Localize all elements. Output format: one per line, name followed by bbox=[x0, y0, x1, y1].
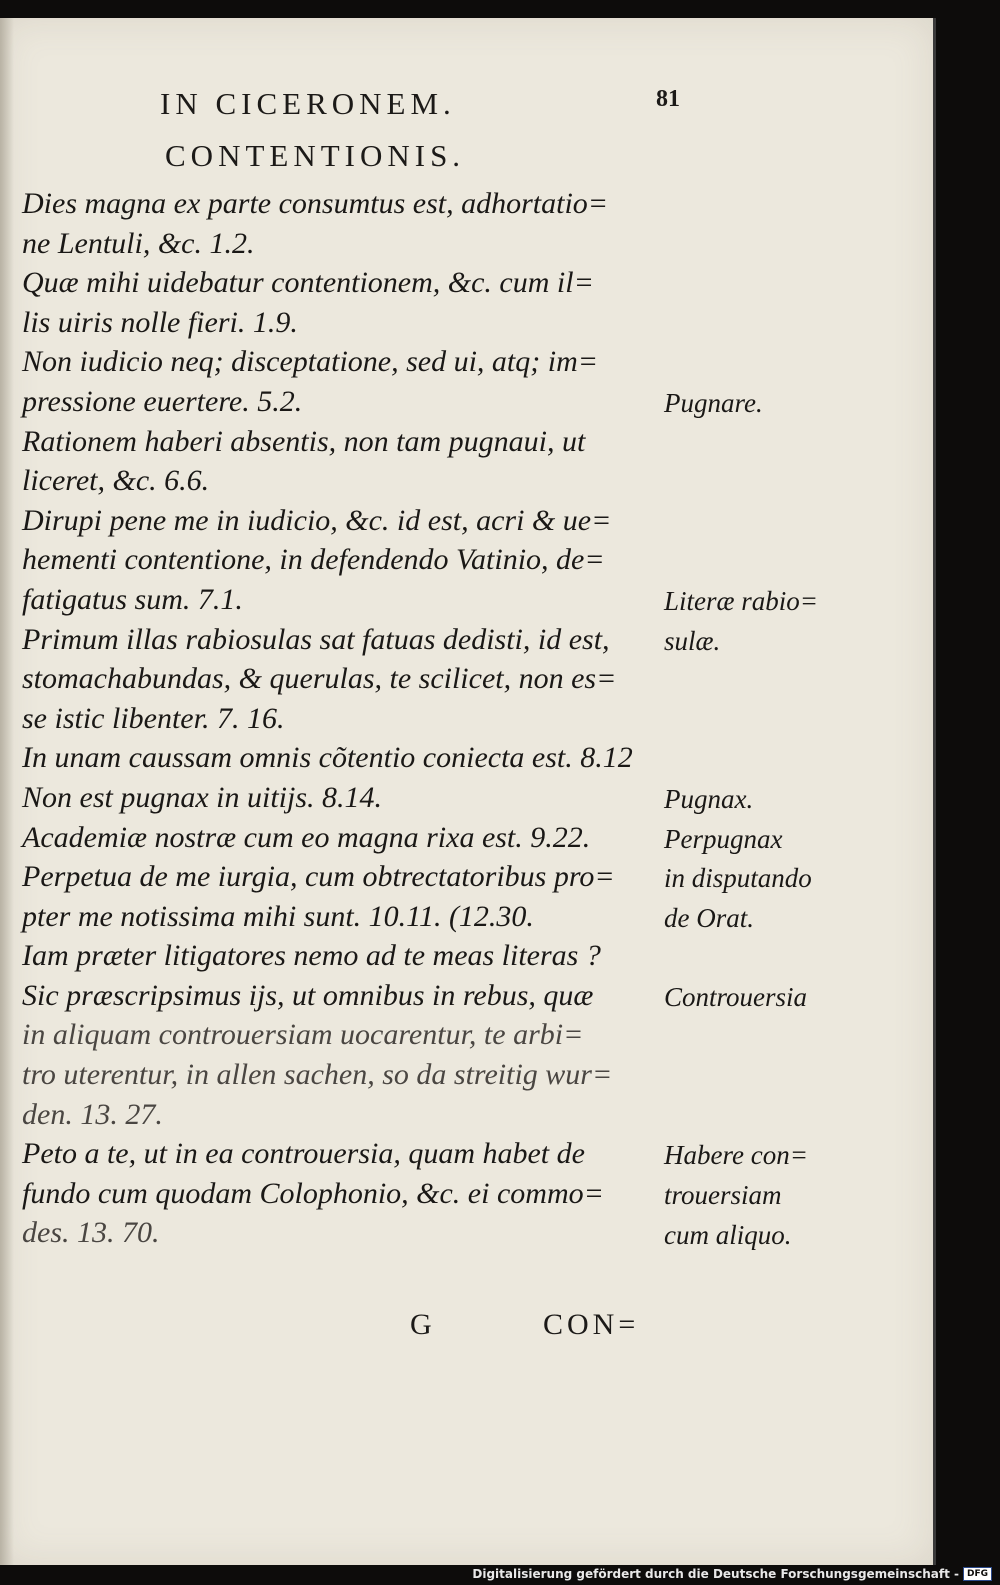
margin-note: sulæ. bbox=[664, 625, 721, 656]
text-line: fatigatus sum. 7.1. bbox=[22, 582, 243, 616]
text-line: Dirupi pene me in iudicio, &c. id est, acri & ue= bbox=[22, 503, 612, 537]
text-line: in aliquam controuersiam uocarentur, te arbi= bbox=[22, 1018, 584, 1052]
margin-note: cum aliquo. bbox=[664, 1219, 792, 1250]
page-number: 81 bbox=[656, 86, 680, 112]
text-line: In unam caussam omnis cõtentio coniecta est. 8.12 bbox=[22, 741, 633, 775]
catchword: CON= bbox=[543, 1308, 640, 1341]
text-line: fundo cum quodam Colophonio, &c. ei commo= bbox=[22, 1176, 604, 1210]
text-line: hementi contentione, in defendendo Vatinio, de= bbox=[22, 543, 605, 577]
text-line: pressione euertere. 5.2. bbox=[22, 384, 303, 418]
digitization-footer bbox=[472, 1565, 992, 1583]
text-line: liceret, &c. 6.6. bbox=[22, 464, 210, 498]
text-line: stomachabundas, & querulas, te scilicet, non es= bbox=[22, 662, 617, 696]
book-page bbox=[0, 18, 936, 1565]
body-text bbox=[22, 184, 662, 1253]
margin-note: in disputando bbox=[664, 863, 812, 894]
margin-note: Literæ rabio= bbox=[664, 586, 818, 616]
text-line: tro uterentur, in allen sachen, so da streitig wur= bbox=[22, 1058, 613, 1092]
margin-note: Pugnax. bbox=[664, 784, 754, 814]
footer-credit: Digitalisierung gefördert durch die Deutsche Forschungsgemeinschaft - bbox=[472, 1567, 959, 1581]
margin-note: Pugnare. bbox=[664, 388, 763, 418]
text-line: Iam præter litigatores nemo ad te meas literas ? bbox=[22, 939, 601, 973]
dfg-logo-icon: DFG bbox=[963, 1567, 992, 1581]
text-line: des. 13. 70. bbox=[22, 1216, 160, 1250]
margin-note: Perpugnax bbox=[664, 823, 783, 854]
text-line: ne Lentuli, &c. 1.2. bbox=[22, 226, 255, 260]
margin-note: trouersiam bbox=[664, 1180, 782, 1210]
margin-note: Controuersia bbox=[664, 982, 808, 1012]
text-line: pter me notissima mihi sunt. 10.11. (12.30. bbox=[22, 899, 534, 933]
text-line: Academiæ nostræ cum eo magna rixa est. 9.22. bbox=[22, 820, 591, 854]
text-line: Dies magna ex parte consumtus est, adhortatio= bbox=[22, 187, 609, 220]
text-line: den. 13. 27. bbox=[22, 1097, 163, 1131]
text-line: se istic libenter. 7. 16. bbox=[22, 701, 285, 735]
text-line: Sic præscripsimus ijs, ut omnibus in rebus, quæ bbox=[22, 978, 594, 1012]
page-header bbox=[160, 86, 680, 136]
margin-note: Habere con= bbox=[664, 1140, 808, 1171]
running-head: IN CICERONEM. bbox=[160, 86, 456, 121]
text-line: Perpetua de me iurgia, cum obtrectatoribus pro= bbox=[22, 860, 615, 894]
text-line: Primum illas rabiosulas sat fatuas dedisti, id est, bbox=[22, 622, 610, 656]
signature-mark: G bbox=[410, 1308, 436, 1341]
section-title: CONTENTIONIS. bbox=[165, 138, 466, 173]
text-line: Non est pugnax in uitijs. 8.14. bbox=[22, 780, 382, 814]
text-line: lis uiris nolle fieri. 1.9. bbox=[22, 305, 298, 339]
text-line: Quæ mihi uidebatur contentionem, &c. cum il= bbox=[22, 266, 594, 300]
text-line: Non iudicio neq; disceptatione, sed ui, atq; im= bbox=[22, 345, 598, 379]
text-line: Peto a te, ut in ea controuersia, quam habet de bbox=[22, 1137, 585, 1171]
text-line: Rationem haberi absentis, non tam pugnaui, ut bbox=[22, 424, 586, 458]
margin-note: de Orat. bbox=[664, 902, 754, 933]
